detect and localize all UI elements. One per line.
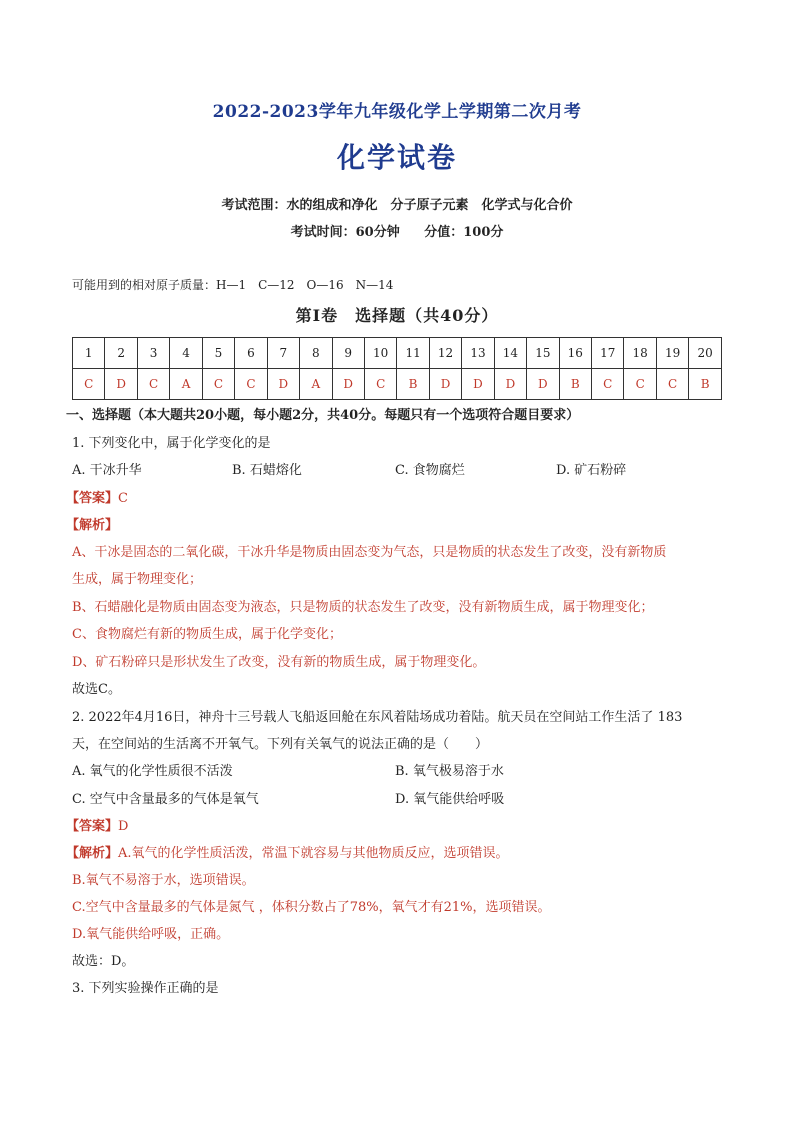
q2-stem-line: 2. 2022年4月16日，神舟十三号载人飞船返回舱在东风着陆场成功着陆。航天员在空间站工作生活了 183	[72, 710, 683, 725]
answer-cell: A	[170, 369, 202, 400]
question-number-cell: 7	[267, 338, 299, 369]
answer-cell: B	[397, 369, 429, 400]
answer-cell: D	[527, 369, 559, 400]
question-number-cell: 18	[624, 338, 656, 369]
answer-table	[72, 337, 722, 400]
q1-analysis-line: 生成，属于物理变化；	[72, 572, 203, 587]
part-title: 第Ⅰ卷 选择题（共40分）	[295, 306, 499, 325]
q1-stem: 1. 下列变化中，属于化学变化的是	[72, 436, 271, 451]
q1-option-d: D. 矿石粉碎	[556, 463, 627, 478]
answer-cell: C	[656, 369, 688, 400]
q1-option-a: A. 干冰升华	[72, 463, 142, 478]
answer-cell: C	[73, 369, 105, 400]
q1-option-c: C. 食物腐烂	[395, 463, 465, 478]
exam-time: 考试时间：60分钟	[290, 225, 400, 240]
answer-cell: D	[462, 369, 494, 400]
q2-answer	[66, 815, 128, 834]
q1-analysis-line: B、石蜡融化是物质由固态变为液态，只是物质的状态发生了改变，没有新物质生成，属于物理变化；	[72, 600, 654, 615]
q2-analysis-line: D.氧气能供给呼吸，正确。	[72, 927, 230, 942]
answer-cell: B	[689, 369, 722, 400]
q2-analysis-line: B.氧气不易溶于水，选项错误。	[72, 873, 255, 888]
answer-cell: D	[494, 369, 526, 400]
answer-cell: C	[364, 369, 396, 400]
answer-cell: D	[332, 369, 364, 400]
q1-analysis-tag	[66, 514, 118, 533]
question-number-cell: 20	[689, 338, 722, 369]
atomic-mass-note: 可能用到的相对原子质量：H—1 C—12 O—16 N—14	[72, 278, 394, 292]
question-number-cell: 1	[73, 338, 105, 369]
answer-tag: 【答案】	[66, 819, 119, 834]
q1-answer-value: C	[118, 491, 128, 506]
answer-cell: C	[137, 369, 169, 400]
q1-option-b: B. 石蜡熔化	[232, 463, 302, 478]
analysis-tag: 【解析】	[66, 846, 119, 861]
q1-answer	[66, 487, 128, 506]
question-number-cell: 14	[494, 338, 526, 369]
q2-option-d: D. 氧气能供给呼吸	[395, 792, 505, 807]
subject-title: 化学试卷	[336, 141, 457, 174]
answer-cell: B	[559, 369, 591, 400]
question-number-cell: 15	[527, 338, 559, 369]
exam-title: 2022-2023学年九年级化学上学期第二次月考	[212, 102, 582, 122]
question-number-cell: 6	[235, 338, 267, 369]
answer-cell: A	[300, 369, 332, 400]
q2-analysis-line: C.空气中含量最多的气体是氮气 ，体积分数占了78%，氧气才有21%，选项错误。	[72, 900, 551, 915]
answer-cell: D	[267, 369, 299, 400]
answer-cell: C	[235, 369, 267, 400]
q2-option-b: B. 氧气极易溶于水	[395, 764, 504, 779]
question-number-cell: 2	[105, 338, 137, 369]
q1-analysis-line: D、矿石粉碎只是形状发生了改变，没有新的物质生成，属于物理变化。	[72, 655, 486, 670]
question-number-cell: 10	[364, 338, 396, 369]
question-number-cell: 16	[559, 338, 591, 369]
q2-conclusion: 故选：D。	[72, 954, 135, 969]
q2-option-c: C. 空气中含量最多的气体是氧气	[72, 792, 259, 807]
exam-score: 分值：100分	[424, 225, 504, 240]
section-title: 一、选择题（本大题共20小题，每小题2分，共40分。每题只有一个选项符合题目要求）	[66, 408, 580, 423]
answer-table-answer-row	[73, 369, 722, 400]
q3-stem: 3. 下列实验操作正确的是	[72, 981, 219, 996]
question-number-cell: 13	[462, 338, 494, 369]
question-number-cell: 5	[202, 338, 234, 369]
question-number-cell: 4	[170, 338, 202, 369]
q2-analysis-line: A.氧气的化学性质活泼，常温下就容易与其他物质反应，选项错误。	[118, 846, 509, 861]
question-number-cell: 17	[592, 338, 624, 369]
q1-analysis-line: C、食物腐烂有新的物质生成，属于化学变化；	[72, 627, 342, 642]
answer-cell: D	[429, 369, 461, 400]
answer-cell: C	[624, 369, 656, 400]
question-number-cell: 12	[429, 338, 461, 369]
analysis-tag: 【解析】	[66, 518, 119, 533]
answer-cell: C	[202, 369, 234, 400]
answer-table-number-row	[73, 338, 722, 369]
question-number-cell: 8	[300, 338, 332, 369]
answer-cell: C	[592, 369, 624, 400]
q1-analysis-line: A、干冰是固态的二氧化碳，干冰升华是物质由固态变为气态，只是物质的状态发生了改变，没有新物质	[72, 545, 667, 560]
q2-option-a: A. 氧气的化学性质很不活泼	[72, 764, 233, 779]
q2-stem-line: 天，在空间站的生活离不开氧气。下列有关氧气的说法正确的是（ ）	[72, 737, 489, 752]
exam-scope: 考试范围：水的组成和净化 分子原子元素 化学式与化合价	[221, 198, 573, 213]
question-number-cell: 9	[332, 338, 364, 369]
q2-answer-value: D	[118, 819, 129, 834]
question-number-cell: 19	[656, 338, 688, 369]
q2-analysis	[66, 842, 509, 861]
question-number-cell: 11	[397, 338, 429, 369]
question-number-cell: 3	[137, 338, 169, 369]
answer-cell: D	[105, 369, 137, 400]
q1-conclusion: 故选C。	[72, 682, 121, 697]
answer-tag: 【答案】	[66, 491, 119, 506]
exam-time-score	[0, 221, 794, 240]
